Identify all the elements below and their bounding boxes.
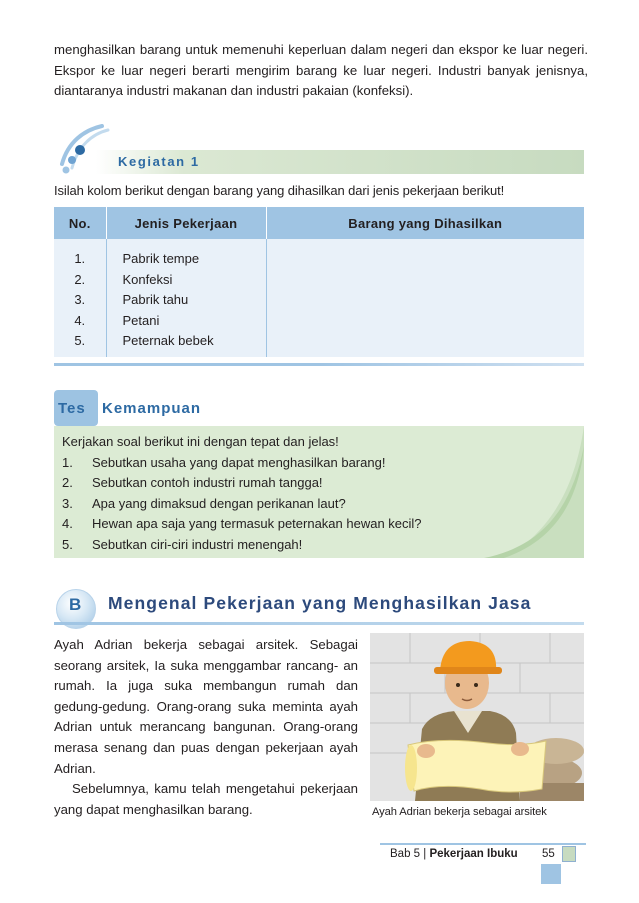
question-text: Sebutkan ciri-ciri industri menengah! xyxy=(92,536,303,552)
section-b-body xyxy=(54,635,358,820)
question-number: 2. xyxy=(62,475,73,491)
row-job: Pabrik tahu xyxy=(122,292,189,307)
footer-rule xyxy=(380,843,586,845)
tes-questions xyxy=(62,432,422,556)
footer-chapter xyxy=(390,848,518,860)
kegiatan-instruction: Isilah kolom berikut dengan barang yang dihasilkan dari jenis pekerjaan berikut! xyxy=(54,183,505,198)
footer-decoration xyxy=(541,864,561,884)
row-no: 2. xyxy=(74,271,86,287)
kegiatan-table xyxy=(54,207,584,357)
row-job: Peternak bebek xyxy=(122,333,214,348)
row-no: 4. xyxy=(74,312,86,328)
row-no: 5. xyxy=(74,333,86,348)
header-barang: Barang yang Dihasilkan xyxy=(266,207,584,239)
answer-column[interactable] xyxy=(266,239,584,357)
job-column xyxy=(106,239,266,357)
footer-decoration xyxy=(562,846,576,862)
footer-chapter-title: Pekerjaan Ibuku xyxy=(429,848,518,860)
row-no: 1. xyxy=(74,251,86,266)
tes-title: Kemampuan xyxy=(102,400,202,417)
question-text: Apa yang dimaksud dengan perikanan laut? xyxy=(92,495,346,511)
section-b-letter: B xyxy=(69,595,82,614)
architect-illustration xyxy=(370,633,584,801)
question-text: Sebutkan usaha yang dapat menghasilkan barang! xyxy=(92,454,386,470)
question-number: 3. xyxy=(62,495,73,511)
table-bottom-rule xyxy=(54,363,584,366)
header-jenis-pekerjaan: Jenis Pekerjaan xyxy=(106,207,266,239)
page-number: 55 xyxy=(542,848,555,860)
row-no: 3. xyxy=(74,292,86,307)
tes-kemampuan-box xyxy=(54,386,584,558)
section-b-paragraph: Ayah Adrian bekerja sebagai arsitek. Sebagai seorang arsitek, Ia suka menggambar rancang- an rumah. Ia juga suka membangun rumah dan gedung-gedung. Orang-orang suka meminta ayah Adrian untuk merancang bangunan. Orang-orang merasa senang dan puas dengan pekerjaan ayah Adrian. xyxy=(54,637,358,776)
question-text: Sebutkan contoh industri rumah tangga! xyxy=(92,475,323,491)
illustration-caption: Ayah Adrian bekerja sebagai arsitek xyxy=(372,806,547,818)
header-no: No. xyxy=(54,207,106,239)
row-job: Petani xyxy=(122,312,160,328)
question-item xyxy=(62,494,422,515)
question-text: Hewan apa saja yang termasuk peternakan hewan kecil? xyxy=(92,516,422,532)
section-b-paragraph: Sebelumnya, kamu telah mengetahui pekerjaan yang dapat menghasilkan barang. xyxy=(54,781,358,817)
tes-badge-label: Tes xyxy=(58,400,86,417)
footer-chapter-label: Bab 5 | xyxy=(390,848,427,860)
question-item xyxy=(62,453,422,474)
question-number: 1. xyxy=(62,454,73,470)
intro-paragraph: menghasilkan barang untuk memenuhi keperluan dalam negeri dan ekspor ke luar negeri. Ekspor ke luar negeri berarti mengirim barang ke luar negeri. Industri banyak jenisnya, diantaranya industri makanan dan industri pakaian (konfeksi). xyxy=(54,42,588,98)
question-item xyxy=(62,514,422,535)
section-b-underline xyxy=(54,622,584,625)
row-job: Pabrik tempe xyxy=(122,251,200,266)
section-b-title: Mengenal Pekerjaan yang Menghasilkan Jasa xyxy=(108,593,532,613)
question-item xyxy=(62,535,422,556)
tes-instruction: Kerjakan soal berikut ini dengan tepat dan jelas! xyxy=(62,434,339,449)
no-column xyxy=(54,239,106,357)
tes-curve-decoration xyxy=(444,386,584,558)
question-number: 4. xyxy=(62,516,73,532)
kegiatan-title: Kegiatan 1 xyxy=(118,154,200,169)
question-item xyxy=(62,473,422,494)
row-job: Konfeksi xyxy=(122,271,173,287)
question-number: 5. xyxy=(62,536,73,552)
